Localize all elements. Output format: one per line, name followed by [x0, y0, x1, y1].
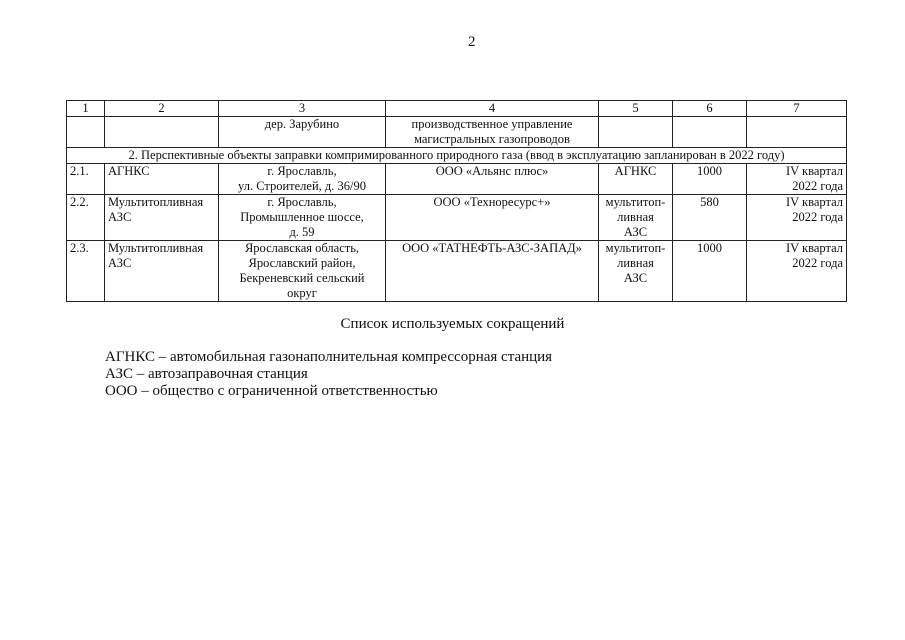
list-item: АЗС – автозаправочная станция	[105, 366, 308, 382]
table-row	[67, 195, 847, 241]
type-cell: мультитоп- ливная АЗС	[599, 195, 673, 241]
table-cell	[67, 117, 105, 148]
table-header-row	[67, 101, 847, 117]
page-number: 2	[468, 34, 476, 50]
header-cell: 7	[747, 101, 847, 117]
capacity-cell: 1000	[673, 164, 747, 195]
organization-cell: производственное управление магистральных газопроводов	[386, 117, 599, 148]
term-cell: IV квартал 2022 года	[747, 195, 847, 241]
row-number: 2.2.	[67, 195, 105, 241]
capacity-cell: 580	[673, 195, 747, 241]
header-cell: 2	[105, 101, 219, 117]
table-cell	[747, 117, 847, 148]
section-title-row	[67, 148, 847, 164]
term-cell: IV квартал 2022 года	[747, 164, 847, 195]
row-number: 2.3.	[67, 241, 105, 302]
header-cell: 5	[599, 101, 673, 117]
address-cell: Ярославская область, Ярославский район, Бекреневский сельский округ	[219, 241, 386, 302]
type-cell: мультитоп- ливная АЗС	[599, 241, 673, 302]
type-cell: АГНКС	[599, 164, 673, 195]
continuation-row	[67, 117, 847, 148]
table-cell	[599, 117, 673, 148]
header-cell: 6	[673, 101, 747, 117]
term-cell: IV квартал 2022 года	[747, 241, 847, 302]
row-number: 2.1.	[67, 164, 105, 195]
list-item: АГНКС – автомобильная газонаполнительная компрессорная станция	[105, 349, 553, 365]
section-title: 2. Перспективные объекты заправки компримированного природного газа (ввод в эксплуатацию запланирован в 2022 году)	[67, 148, 847, 164]
capacity-cell: 1000	[673, 241, 747, 302]
object-cell: АГНКС	[105, 164, 219, 195]
abbreviations-title: Список используемых сокращений	[340, 316, 565, 332]
organization-cell: ООО «Техноресурс+»	[386, 195, 599, 241]
table-row	[67, 241, 847, 302]
header-cell: 4	[386, 101, 599, 117]
header-cell: 3	[219, 101, 386, 117]
abbreviations-list	[105, 349, 552, 400]
object-cell: Мультитопливная АЗС	[105, 241, 219, 302]
address-cell: г. Ярославль, ул. Строителей, д. 36/90	[219, 164, 386, 195]
address-cell: дер. Зарубино	[219, 117, 386, 148]
table-cell	[673, 117, 747, 148]
address-cell: г. Ярославль, Промышленное шоссе, д. 59	[219, 195, 386, 241]
organization-cell: ООО «ТАТНЕФТЬ-АЗС-ЗАПАД»	[386, 241, 599, 302]
table-row	[67, 164, 847, 195]
table-cell	[105, 117, 219, 148]
fuel-stations-table	[66, 100, 847, 302]
object-cell: Мультитопливная АЗС	[105, 195, 219, 241]
header-cell: 1	[67, 101, 105, 117]
organization-cell: ООО «Альянс плюс»	[386, 164, 599, 195]
list-item: ООО – общество с ограниченной ответственностью	[105, 383, 438, 399]
